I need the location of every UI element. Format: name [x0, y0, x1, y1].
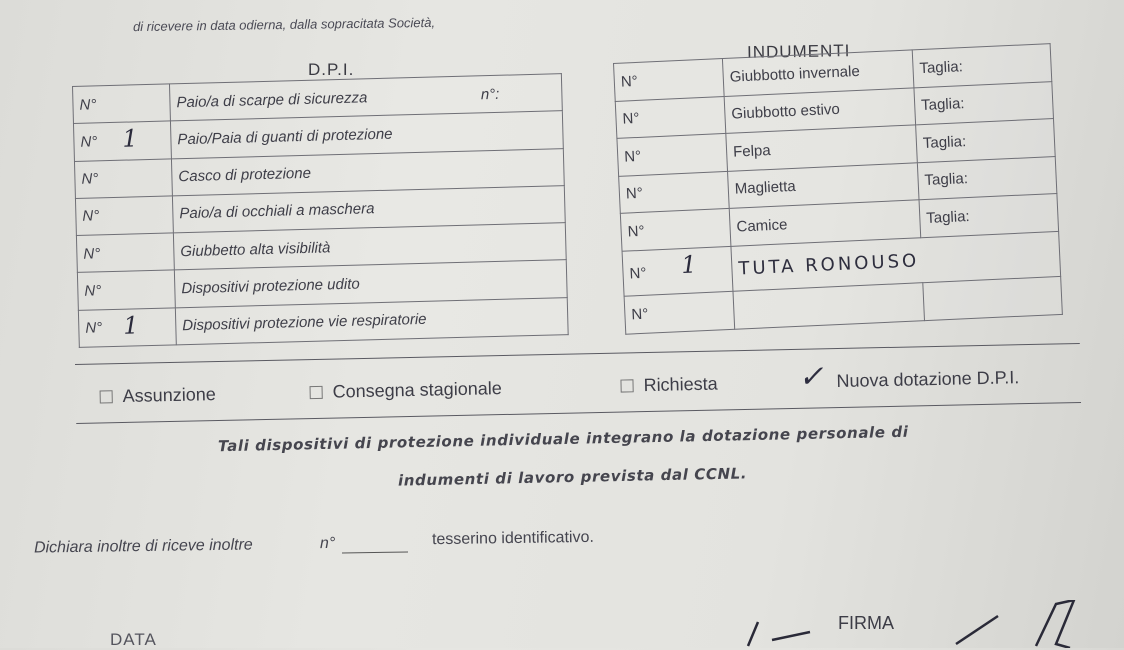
dpi-count-cell[interactable] [74, 158, 172, 198]
ind-size-cell[interactable] [916, 119, 1056, 163]
num-label: N° [629, 264, 647, 282]
ind-item-label: Maglietta [734, 178, 797, 198]
num-label: N° [80, 133, 98, 151]
ind-count-cell[interactable] [620, 208, 731, 250]
intro-text: di ricevere in data odierna, dalla sopracitata Società, [132, 14, 436, 35]
checkbox-icon[interactable] [310, 386, 323, 399]
num-label: N° [627, 222, 645, 241]
ind-count-cell[interactable] [615, 96, 726, 138]
option-nuova-dotazione[interactable] [813, 367, 1019, 392]
dpi-item-label: Giubbetto alta visibilità [180, 239, 331, 260]
ind-count-cell[interactable] [619, 171, 730, 213]
size-label: Taglia: [925, 207, 971, 227]
num-label: N° [79, 96, 97, 114]
dpi-count-cell[interactable] [75, 196, 173, 236]
ind-size-cell[interactable] [919, 194, 1059, 238]
handwritten-item: TUTA RONOUSO [737, 249, 920, 280]
option-label: Nuova dotazione D.P.I. [836, 367, 1020, 392]
dpi-item-label: Paio/Paia di guanti di protezione [177, 125, 393, 149]
ind-size-cell[interactable] [923, 277, 1063, 321]
handwritten-quantity: 1 [122, 311, 139, 340]
signature-strokes [740, 600, 1124, 648]
declaration-blank-field[interactable] [342, 552, 408, 554]
indumenti-table [613, 43, 1063, 335]
dpi-item-label: Dispositivi protezione vie respiratorie [182, 311, 427, 335]
handwritten-quantity: 1 [680, 250, 698, 279]
num-label: N° [623, 147, 642, 166]
declaration-n-label: n° [319, 534, 336, 553]
num-label: N° [81, 170, 99, 188]
ind-item-label: Felpa [732, 141, 772, 161]
handwritten-quantity: 1 [122, 124, 139, 153]
ind-size-cell[interactable] [917, 156, 1057, 200]
check-mark-icon: ✓ [798, 359, 824, 395]
ind-count-cell[interactable] [622, 246, 733, 297]
option-richiesta[interactable] [620, 374, 717, 397]
dpi-title: D.P.I. [308, 60, 355, 79]
statement-line-1: Tali dispositivi di protezione individuale integrano la dotazione personale di [217, 422, 909, 456]
declaration-tail: tesserino identificativo. [431, 528, 594, 549]
dpi-count-cell[interactable] [73, 121, 171, 161]
num-label: N° [82, 207, 100, 226]
declaration-text: Dichiara inoltre di riceve inoltre [33, 536, 253, 557]
option-label: Assunzione [122, 384, 216, 407]
options-bar [75, 343, 1081, 424]
num-label: N° [622, 110, 640, 128]
size-label: Taglia: [919, 57, 964, 77]
dpi-count-cell[interactable] [73, 84, 171, 124]
size-label: Taglia: [922, 132, 967, 152]
ind-count-cell[interactable] [617, 133, 728, 175]
num-label: N° [620, 72, 639, 91]
ind-item-cell [733, 283, 924, 329]
dpi-table [72, 73, 569, 348]
ind-item-label: Camice [736, 216, 788, 236]
num-label: N° [84, 282, 102, 300]
indumenti-title: INDUMENTI [746, 41, 851, 62]
ind-count-cell[interactable] [614, 59, 725, 101]
dpi-count-cell[interactable] [77, 270, 175, 310]
option-assunzione[interactable] [99, 384, 215, 407]
ind-item-label: Giubbotto invernale [729, 62, 861, 86]
date-label: DATA [110, 630, 157, 649]
checkbox-icon[interactable] [100, 390, 113, 403]
checkbox-icon[interactable] [620, 379, 633, 392]
ind-size-cell[interactable] [912, 44, 1052, 88]
dpi-item-label: Casco di protezione [178, 164, 312, 186]
num-label: N° [83, 245, 101, 263]
option-label: Richiesta [643, 373, 718, 396]
num-label: N° [631, 305, 649, 324]
dpi-extra-label: n°: [480, 85, 500, 103]
size-label: Taglia: [924, 170, 969, 190]
dpi-count-cell[interactable] [76, 233, 174, 273]
option-consegna-stagionale[interactable] [309, 378, 502, 403]
signature-label: FIRMA [838, 613, 894, 633]
ind-size-cell[interactable] [914, 81, 1054, 125]
num-label: N° [85, 319, 103, 338]
dpi-item-label: Paio/a di scarpe di sicurezza [176, 88, 368, 111]
dpi-count-cell[interactable] [78, 308, 176, 348]
statement-line-2: indumenti di lavoro prevista dal CCNL. [397, 464, 748, 490]
dpi-item-label: Paio/a di occhiali a maschera [179, 200, 375, 223]
ind-item-label: Giubbotto estivo [731, 101, 841, 123]
ind-count-cell[interactable] [624, 292, 735, 334]
dpi-item-label: Dispositivi protezione udito [181, 275, 360, 298]
size-label: Taglia: [920, 95, 965, 115]
option-label: Consegna stagionale [332, 378, 502, 402]
num-label: N° [625, 185, 644, 203]
